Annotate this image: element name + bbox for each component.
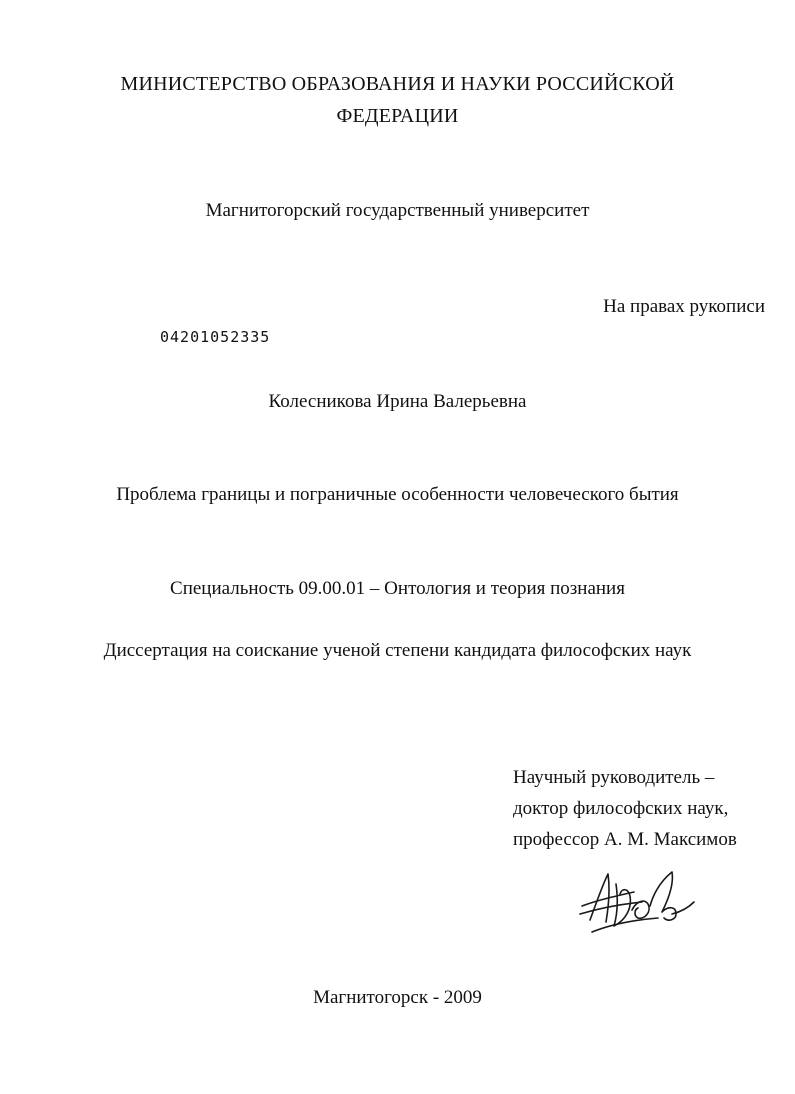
document-code: 04201052335 bbox=[160, 328, 271, 346]
university-name: Магнитогорский государственный университет bbox=[205, 200, 590, 221]
ministry-title-line-2: ФЕДЕРАЦИИ bbox=[336, 105, 459, 127]
author-name: Колесникова Ирина Валерьевна bbox=[268, 391, 527, 412]
city-year: Магнитогорск - 2009 bbox=[313, 987, 482, 1008]
dissertation-title: Проблема границы и пограничные особенности человеческого бытия bbox=[116, 484, 679, 505]
signature-icon bbox=[572, 862, 698, 938]
manuscript-note: На правах рукописи bbox=[603, 296, 765, 317]
dissertation-degree: Диссертация на соискание ученой степени кандидата философских наук bbox=[103, 640, 692, 661]
supervisor-line-1: Научный руководитель – bbox=[513, 767, 715, 788]
specialty: Специальность 09.00.01 – Онтология и теория познания bbox=[170, 578, 625, 599]
supervisor-line-3: профессор А. М. Максимов bbox=[513, 829, 737, 850]
ministry-title-line-1: МИНИСТЕРСТВО ОБРАЗОВАНИЯ И НАУКИ РОССИЙСКОЙ bbox=[120, 73, 675, 95]
supervisor-line-2: доктор философских наук, bbox=[513, 798, 729, 819]
